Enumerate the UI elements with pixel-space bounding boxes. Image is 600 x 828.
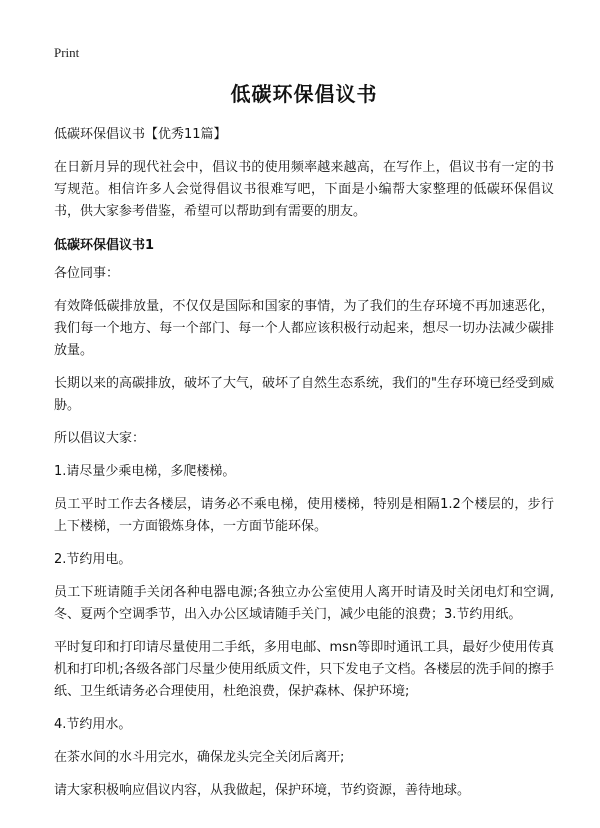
print-link[interactable]: Print — [54, 45, 80, 60]
list-item-heading: 4.节约用水。 — [54, 717, 132, 732]
body-paragraph: 员工下班请随手关闭各种电器电源;各独立办公室使用人离开时请及时关闭电灯和空调,冬、夏两个空调季节，出入办公区域请随手关门，减少电能的浪费；3.节约用纸。 — [54, 585, 554, 622]
closing-paragraph: 请大家积极响应倡议内容，从我做起，保护环境，节约资源，善待地球。 — [54, 783, 471, 798]
document-title: 低碳环保倡议书 — [230, 82, 378, 106]
list-item-heading: 2.节约用电。 — [54, 552, 132, 567]
body-paragraph: 平时复印和打印请尽量使用二手纸，多用电邮、msn等即时通讯工具，最好少使用传真机和打印机;各级各部门尽量少使用纸质文件，只下发电子文档。各楼层的洗手间的擦手纸、卫生纸请务必合理使用，杜绝浪费，保护森林、保护环境; — [54, 640, 554, 699]
section-heading: 低碳环保倡议书1 — [54, 238, 155, 253]
intro-paragraph: 在日新月异的现代社会中，倡议书的使用频率越来越高，在写作上，倡议书有一定的书写规范。相信许多人会觉得倡议书很难写吧，下面是小编帮大家整理的低碳环保倡议书，供大家参考借鉴，希望可以帮助到有需要的朋友。 — [54, 160, 554, 219]
body-paragraph: 有效降低碳排放量，不仅仅是国际和国家的事情，为了我们的生存环境不再加速恶化，我们每一个地方、每一个部门、每一个人都应该积极行动起来，想尽一切办法减少碳排放量。 — [54, 299, 554, 358]
body-paragraph: 员工平时工作去各楼层，请务必不乘电梯，使用楼梯，特别是相隔1.2个楼层的，步行上下楼梯，一方面锻炼身体，一方面节能环保。 — [54, 497, 554, 534]
body-paragraph: 长期以来的高碳排放，破坏了大气，破坏了自然生态系统，我们的"生存环境已经受到威胁。 — [54, 376, 554, 413]
document-subtitle: 低碳环保倡议书【优秀11篇】 — [54, 127, 227, 142]
body-paragraph: 在茶水间的水斗用完水，确保龙头完全关闭后离开; — [54, 750, 345, 765]
body-paragraph: 所以倡议大家： — [54, 431, 146, 446]
document-body — [54, 70, 554, 813]
greeting-paragraph: 各位同事： — [54, 266, 120, 281]
list-item-heading: 1.请尽量少乘电梯，多爬楼梯。 — [54, 464, 236, 479]
